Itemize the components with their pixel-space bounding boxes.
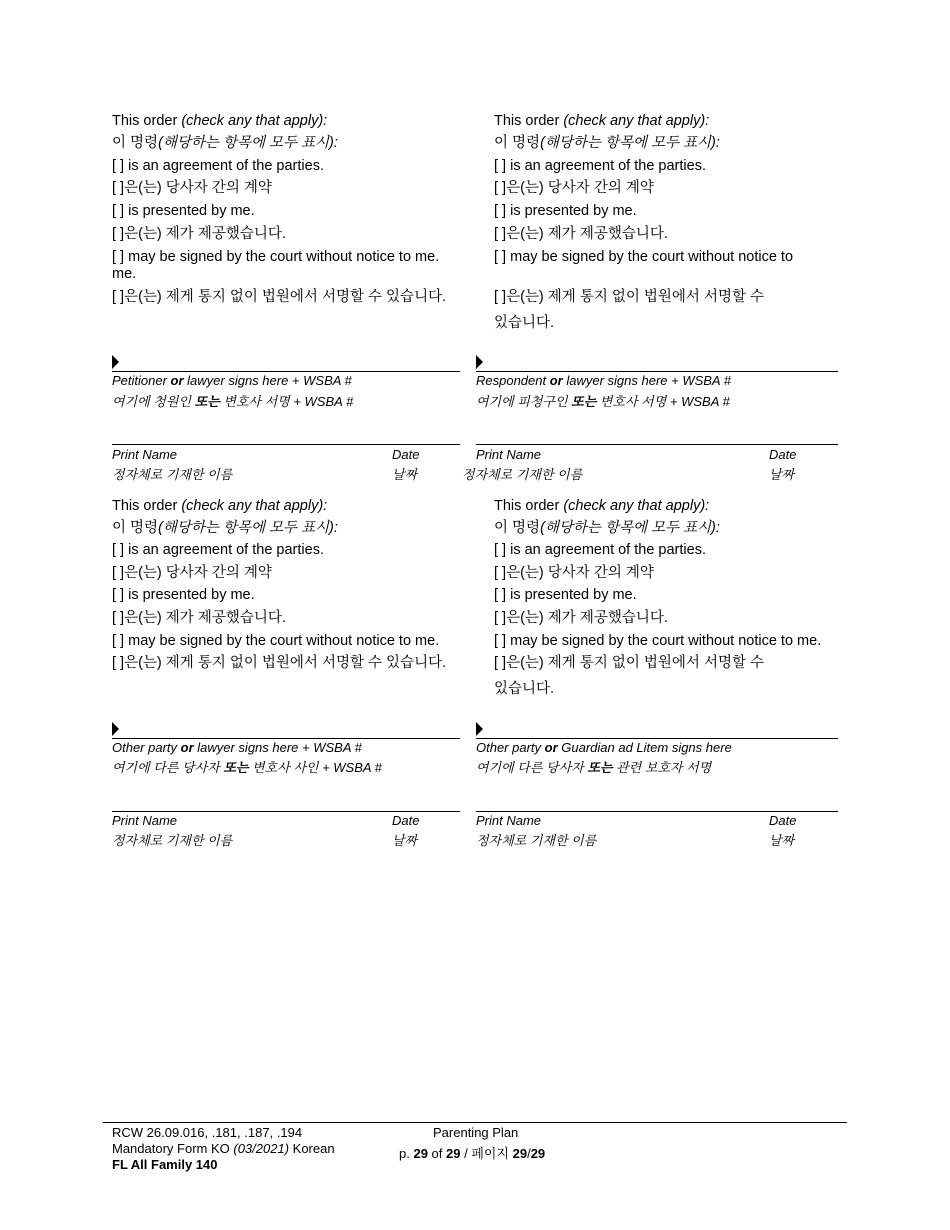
- option-court-sign-en[interactable]: [ ] may be signed by the court without notice to me.: [494, 633, 822, 649]
- option-agreement-ko[interactable]: [ ]은(는) 당사자 간의 계약: [494, 180, 654, 196]
- option-agreement-ko[interactable]: [ ]은(는) 당사자 간의 계약: [494, 565, 654, 581]
- date-label-ko: 날짜: [392, 833, 418, 848]
- footer-statute: RCW 26.09.016, .181, .187, .194: [112, 1125, 303, 1140]
- option-presented-ko[interactable]: [ ]은(는) 제가 제공했습니다.: [112, 226, 286, 242]
- signature-label-en: Respondent or lawyer signs here + WSBA #: [476, 373, 731, 388]
- date-label-ko: 날짜: [769, 833, 795, 848]
- option-court-sign-ko[interactable]: [ ]은(는) 제게 통지 없이 법원에서 서명할 수 있습니다.: [112, 655, 447, 671]
- print-name-line[interactable]: [476, 444, 838, 445]
- order-heading-en: This order (check any that apply):: [494, 113, 710, 129]
- order-heading-en: This order (check any that apply):: [494, 498, 710, 514]
- sign-here-arrow-icon: [476, 355, 483, 369]
- option-agreement-en[interactable]: [ ] is an agreement of the parties.: [494, 542, 706, 558]
- signature-label-en: Other party or Guardian ad Litem signs here: [476, 740, 732, 755]
- option-presented-ko[interactable]: [ ]은(는) 제가 제공했습니다.: [112, 610, 286, 626]
- option-agreement-en[interactable]: [ ] is an agreement of the parties.: [112, 158, 324, 174]
- print-name-label-en: Print Name: [112, 813, 178, 828]
- footer-page-number: p. 29 of 29 / 페이지 29/29: [399, 1146, 546, 1161]
- order-heading-en: This order (check any that apply):: [112, 113, 328, 129]
- print-name-line[interactable]: [112, 444, 460, 445]
- date-label-en: Date: [769, 447, 797, 462]
- option-court-sign-ko[interactable]: [ ]은(는) 제게 통지 없이 법원에서 서명할 수: [494, 289, 765, 305]
- print-name-label-ko: 정자체로 기재한 이름: [112, 833, 233, 848]
- option-court-sign-ko[interactable]: [ ]은(는) 제게 통지 없이 법원에서 서명할 수 있습니다.: [112, 289, 447, 305]
- date-label-en: Date: [769, 813, 797, 828]
- order-heading-en: This order (check any that apply):: [112, 498, 328, 514]
- order-heading-ko: 이 명령(해당하는 항목에 모두 표시):: [112, 135, 338, 151]
- signature-line[interactable]: [112, 738, 460, 739]
- signature-line[interactable]: [476, 371, 838, 372]
- order-heading-ko: 이 명령(해당하는 항목에 모두 표시):: [494, 135, 720, 151]
- option-court-sign-en[interactable]: [ ] may be signed by the court without notice to me.: [112, 633, 440, 649]
- print-name-line[interactable]: [476, 811, 838, 812]
- option-agreement-en[interactable]: [ ] is an agreement of the parties.: [112, 542, 324, 558]
- option-court-sign-ko-cont: 있습니다.: [494, 681, 555, 697]
- option-agreement-en[interactable]: [ ] is an agreement of the parties.: [494, 158, 706, 174]
- print-name-label-en: Print Name: [476, 447, 542, 462]
- signature-label-en: Petitioner or lawyer signs here + WSBA #: [112, 373, 352, 388]
- signature-label-ko: 여기에 다른 당사자 또는 변호사 사인 + WSBA #: [112, 760, 382, 775]
- footer-form-id: FL All Family 140: [112, 1157, 218, 1172]
- date-label-en: Date: [392, 447, 420, 462]
- date-label-ko: 날짜: [392, 467, 418, 482]
- option-court-sign-en[interactable]: [ ] may be signed by the court without notice to me.: [112, 249, 440, 265]
- sign-here-arrow-icon: [476, 722, 483, 736]
- footer-divider: [103, 1122, 847, 1123]
- signature-line[interactable]: [112, 371, 460, 372]
- option-presented-ko[interactable]: [ ]은(는) 제가 제공했습니다.: [494, 226, 668, 242]
- option-presented-en[interactable]: [ ] is presented by me.: [112, 203, 255, 219]
- option-court-sign-en-cont: me.: [112, 266, 137, 282]
- option-presented-en[interactable]: [ ] is presented by me.: [112, 587, 255, 603]
- signature-label-ko: 여기에 청원인 또는 변호사 서명 + WSBA #: [112, 394, 354, 409]
- signature-label-en: Other party or lawyer signs here + WSBA #: [112, 740, 362, 755]
- date-label-ko: 날짜: [769, 467, 795, 482]
- print-name-label-ko: 정자체로 기재한 이름: [462, 467, 583, 482]
- option-court-sign-en[interactable]: [ ] may be signed by the court without notice to: [494, 249, 794, 265]
- print-name-label-ko: 정자체로 기재한 이름: [476, 833, 597, 848]
- signature-label-ko: 여기에 피청구인 또는 변호사 서명 + WSBA #: [476, 394, 730, 409]
- option-presented-en[interactable]: [ ] is presented by me.: [494, 587, 637, 603]
- option-presented-en[interactable]: [ ] is presented by me.: [494, 203, 637, 219]
- footer-form-version: Mandatory Form KO (03/2021) Korean: [112, 1141, 335, 1156]
- print-name-line[interactable]: [112, 811, 460, 812]
- date-label-en: Date: [392, 813, 420, 828]
- option-court-sign-ko-cont: 있습니다.: [494, 315, 555, 331]
- print-name-label-ko: 정자체로 기재한 이름: [112, 467, 233, 482]
- option-agreement-ko[interactable]: [ ]은(는) 당사자 간의 계약: [112, 565, 272, 581]
- sign-here-arrow-icon: [112, 722, 119, 736]
- order-heading-ko: 이 명령(해당하는 항목에 모두 표시):: [112, 520, 338, 536]
- option-presented-ko[interactable]: [ ]은(는) 제가 제공했습니다.: [494, 610, 668, 626]
- order-heading-ko: 이 명령(해당하는 항목에 모두 표시):: [494, 520, 720, 536]
- print-name-label-en: Print Name: [476, 813, 542, 828]
- print-name-label-en: Print Name: [112, 447, 178, 462]
- option-court-sign-ko[interactable]: [ ]은(는) 제게 통지 없이 법원에서 서명할 수: [494, 655, 765, 671]
- signature-line[interactable]: [476, 738, 838, 739]
- signature-label-ko: 여기에 다른 당사자 또는 관련 보호자 서명: [476, 760, 712, 775]
- option-agreement-ko[interactable]: [ ]은(는) 당사자 간의 계약: [112, 180, 272, 196]
- footer-doc-title: Parenting Plan: [433, 1125, 519, 1140]
- sign-here-arrow-icon: [112, 355, 119, 369]
